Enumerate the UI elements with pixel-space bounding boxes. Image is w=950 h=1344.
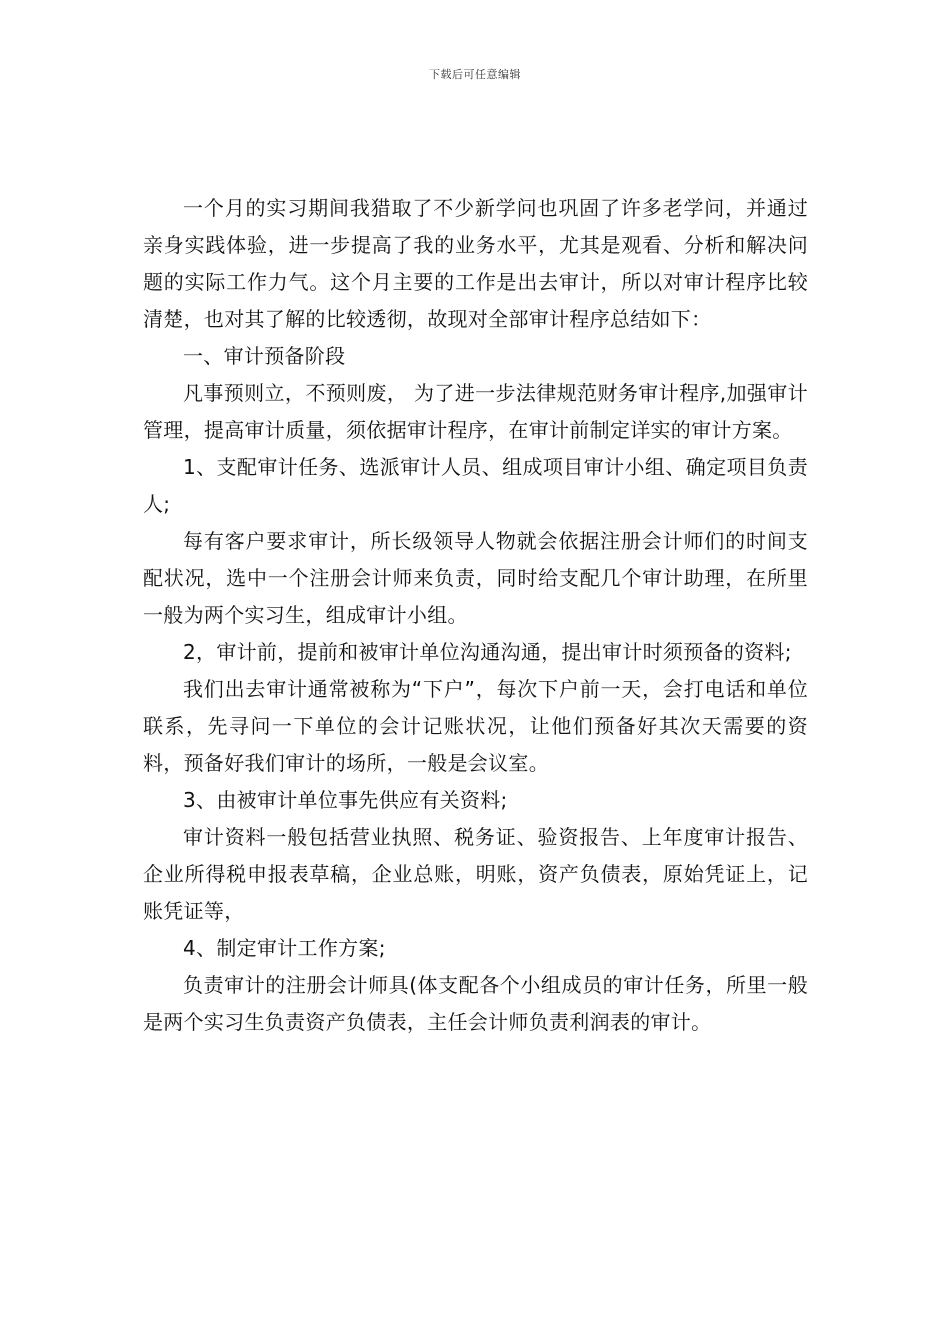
list-item-3: 3、由被审计单位事先供应有关资料; [183,788,508,812]
paragraph-preparation: 凡事预则立，不预则废， 为了进一步法律规范财务审计程序,加强审计管理，提高审计质量，须依据审计程序，在审计前制定详实的审计方案。 [143,381,808,442]
paragraph-materials: 审计资料一般包括营业执照、税务证、验资报告、上年度审计报告、企业所得税申报表草稿，企业总账，明账，资产负债表，原始凭证上，记账凭证等， [143,825,808,923]
paragraph-assignment: 每有客户要求审计，所长级领导人物就会依据注册会计师们的时间支配状况，选中一个注册会计师来负责，同时给支配几个审计助理，在所里一般为两个实习生，组成审计小组。 [143,529,808,627]
list-item-2: 2，审计前，提前和被审计单位沟通沟通，提出审计时须预备的资料; [183,640,792,664]
section-heading-preparation: 一、审计预备阶段 [183,344,346,368]
paragraph-work-plan: 负责审计的注册会计师具(体支配各个小组成员的审计任务，所里一般是两个实习生负责资产负债表，主任会计师负责利润表的审计。 [143,973,808,1034]
paragraph-intro: 一个月的实习期间我猎取了不少新学问也巩固了许多老学问，并通过亲身实践体验，进一步提高了我的业务水平，尤其是观看、分析和解决问题的实际工作力气。这个月主要的工作是出去审计，所以对审计程序比较清楚，也对其了解的比较透彻，故现对全部审计程序总结如下： [143,196,808,331]
list-item-4: 4、制定审计工作方案; [183,936,386,960]
list-item-1: 1、支配审计任务、选派审计人员、组成项目审计小组、确定项目负责人; [143,455,808,516]
paragraph-site-visit: 我们出去审计通常被称为“下户”，每次下户前一天，会打电话和单位联系，先寻问一下单位的会计记账状况，让他们预备好其次天需要的资料，预备好我们审计的场所，一般是会议室。 [143,677,808,775]
header-note: 下载后可任意编辑 [429,68,521,81]
document-body [143,190,808,1041]
